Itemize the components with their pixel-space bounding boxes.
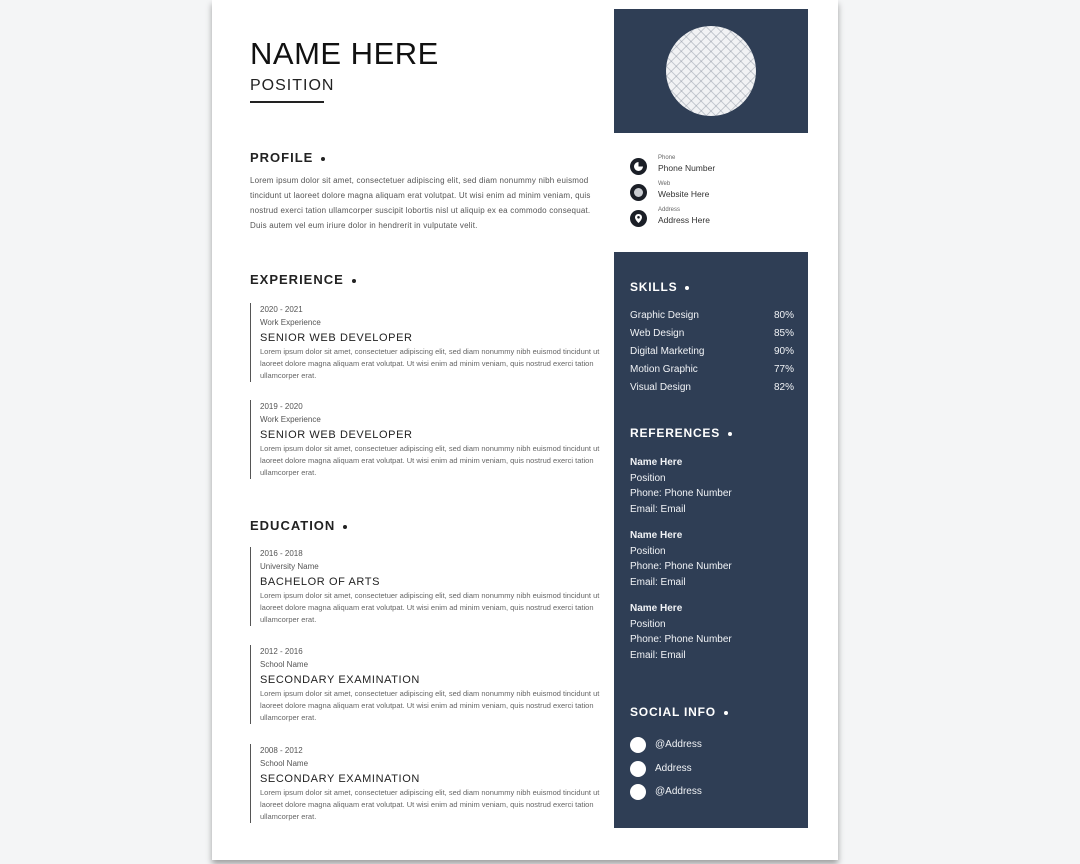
reference-position: Position bbox=[630, 472, 666, 484]
reference-entry bbox=[630, 528, 800, 590]
resume-page bbox=[212, 0, 838, 860]
skill-row bbox=[630, 310, 794, 326]
entry-org: Work Experience bbox=[260, 318, 321, 327]
reference-position: Position bbox=[630, 545, 666, 557]
entry-org: School Name bbox=[260, 660, 309, 669]
contact-label: Web bbox=[658, 181, 671, 187]
entry-date: 2012 - 2016 bbox=[260, 647, 303, 656]
phone-icon bbox=[630, 158, 647, 175]
experience-entry bbox=[250, 400, 602, 479]
reference-entry bbox=[630, 455, 800, 517]
skill-row bbox=[630, 382, 794, 398]
contact-value: Website Here bbox=[658, 189, 710, 199]
skills-heading bbox=[630, 280, 689, 294]
skill-row bbox=[630, 328, 794, 344]
social-handle: Address bbox=[655, 763, 692, 774]
page-title: NAME HERE bbox=[250, 36, 439, 71]
skill-row bbox=[630, 346, 794, 362]
position-subtitle: POSITION bbox=[250, 77, 335, 94]
entry-org: School Name bbox=[260, 759, 309, 768]
entry-description: Lorem ipsum dolor sit amet, consectetuer adipiscing elit, sed diam nonummy nibh euismod tincidunt ut laoreet dolore magna aliquam erat volutpat. Ut wisi enim ad minim veniam, quis nostrud exerci tation ullamcorper erat. bbox=[260, 788, 600, 821]
reference-name: Name Here bbox=[630, 457, 683, 468]
location-pin-icon bbox=[630, 210, 647, 227]
social-item[interactable] bbox=[630, 736, 800, 756]
heading-dot bbox=[728, 432, 732, 436]
reference-name: Name Here bbox=[630, 530, 683, 541]
reference-entry bbox=[630, 601, 800, 663]
contact-phone bbox=[630, 155, 810, 179]
entry-role: SENIOR WEB DEVELOPER bbox=[260, 429, 413, 441]
entry-role: SECONDARY EXAMINATION bbox=[260, 674, 420, 686]
heading-dot bbox=[352, 279, 356, 283]
contact-address bbox=[630, 207, 810, 231]
heading-dot bbox=[685, 286, 689, 290]
heading-dot bbox=[321, 157, 325, 161]
contact-value: Address Here bbox=[658, 215, 710, 225]
entry-description: Lorem ipsum dolor sit amet, consectetuer adipiscing elit, sed diam nonummy nibh euismod tincidunt ut laoreet dolore magna aliquam erat volutpat. Ut wisi enim ad minim veniam, quis nostrud exerci tation ullamcorper erat. bbox=[260, 444, 600, 477]
profile-heading bbox=[250, 150, 325, 165]
entry-description: Lorem ipsum dolor sit amet, consectetuer adipiscing elit, sed diam nonummy nibh euismod tincidunt ut laoreet dolore magna aliquam erat volutpat. Ut wisi enim ad minim veniam, quis nostrud exerci tation ullamcorper erat. bbox=[260, 347, 600, 380]
reference-phone: Phone: Phone Number bbox=[630, 634, 732, 645]
social-heading bbox=[630, 705, 728, 719]
skill-name: Graphic Design bbox=[630, 310, 699, 321]
contact-web bbox=[630, 181, 810, 205]
heading-dot bbox=[343, 525, 347, 529]
reference-name: Name Here bbox=[630, 603, 683, 614]
reference-email: Email: Email bbox=[630, 649, 686, 661]
entry-date: 2020 - 2021 bbox=[260, 305, 303, 314]
skill-name: Visual Design bbox=[630, 382, 691, 393]
reference-phone: Phone: Phone Number bbox=[630, 488, 732, 499]
education-entry bbox=[250, 744, 602, 823]
skill-percent: 80% bbox=[773, 310, 794, 321]
contact-label: Address bbox=[658, 207, 681, 213]
experience-heading-text: EXPERIENCE bbox=[250, 272, 344, 287]
heading-dot bbox=[724, 711, 728, 715]
reference-email: Email: Email bbox=[630, 503, 686, 515]
skill-name: Digital Marketing bbox=[630, 346, 705, 357]
education-entry bbox=[250, 645, 602, 724]
entry-description: Lorem ipsum dolor sit amet, consectetuer adipiscing elit, sed diam nonummy nibh euismod tincidunt ut laoreet dolore magna aliquam erat volutpat. Ut wisi enim ad minim veniam, quis nostrud exerci tation ullamcorper erat. bbox=[260, 689, 600, 722]
sidebar-panel bbox=[614, 252, 808, 828]
contact-value: Phone Number bbox=[658, 163, 716, 173]
entry-date: 2016 - 2018 bbox=[260, 549, 303, 558]
profile-text: Lorem ipsum dolor sit amet, consectetuer adipiscing elit, sed diam nonummy nibh euismod tincidunt ut laoreet dolore magna aliquam erat volutpat. Ut wisi enim ad minim veniam, quis nostrud exerci tation ullamcorper suscipit lobortis nisl ut aliquip ex ea commodo consequat. Duis autem vel eum iriure dolor in hendrerit in vulputate velit. bbox=[250, 176, 591, 230]
entry-org: Work Experience bbox=[260, 415, 321, 424]
social-handle: @Address bbox=[655, 739, 702, 750]
entry-role: BACHELOR OF ARTS bbox=[260, 576, 381, 588]
education-heading bbox=[250, 518, 347, 533]
globe-icon bbox=[630, 184, 647, 201]
education-entry bbox=[250, 547, 602, 626]
skill-row bbox=[630, 364, 794, 380]
photo-panel bbox=[614, 9, 808, 133]
skill-percent: 77% bbox=[773, 364, 794, 375]
social-item[interactable] bbox=[630, 783, 800, 803]
profile-photo-placeholder[interactable] bbox=[666, 26, 756, 116]
experience-entry bbox=[250, 303, 602, 382]
social-icon bbox=[630, 737, 646, 753]
social-icon bbox=[630, 761, 646, 777]
skill-name: Motion Graphic bbox=[630, 364, 698, 375]
skill-name: Web Design bbox=[630, 328, 685, 339]
social-heading-text: SOCIAL INFO bbox=[630, 705, 716, 719]
contact-label: Phone bbox=[658, 155, 676, 161]
social-handle: @Address bbox=[655, 786, 702, 797]
entry-role: SENIOR WEB DEVELOPER bbox=[260, 332, 413, 344]
entry-date: 2008 - 2012 bbox=[260, 746, 303, 755]
skill-percent: 82% bbox=[773, 382, 794, 393]
education-heading-text: EDUCATION bbox=[250, 518, 336, 533]
entry-date: 2019 - 2020 bbox=[260, 402, 303, 411]
skill-percent: 85% bbox=[773, 328, 794, 339]
references-heading bbox=[630, 426, 732, 440]
entry-description: Lorem ipsum dolor sit amet, consectetuer adipiscing elit, sed diam nonummy nibh euismod tincidunt ut laoreet dolore magna aliquam erat volutpat. Ut wisi enim ad minim veniam, quis nostrud exerci tation ullamcorper erat. bbox=[260, 591, 600, 624]
entry-role: SECONDARY EXAMINATION bbox=[260, 773, 420, 785]
reference-phone: Phone: Phone Number bbox=[630, 561, 732, 572]
skills-heading-text: SKILLS bbox=[630, 280, 678, 294]
reference-email: Email: Email bbox=[630, 576, 686, 588]
skill-percent: 90% bbox=[773, 346, 794, 357]
social-icon bbox=[630, 784, 646, 800]
profile-heading-text: PROFILE bbox=[250, 150, 314, 165]
reference-position: Position bbox=[630, 618, 666, 630]
title-underline bbox=[250, 101, 324, 103]
experience-heading bbox=[250, 272, 356, 287]
references-heading-text: REFERENCES bbox=[630, 426, 721, 440]
social-item[interactable] bbox=[630, 760, 800, 780]
entry-org: University Name bbox=[260, 562, 319, 571]
